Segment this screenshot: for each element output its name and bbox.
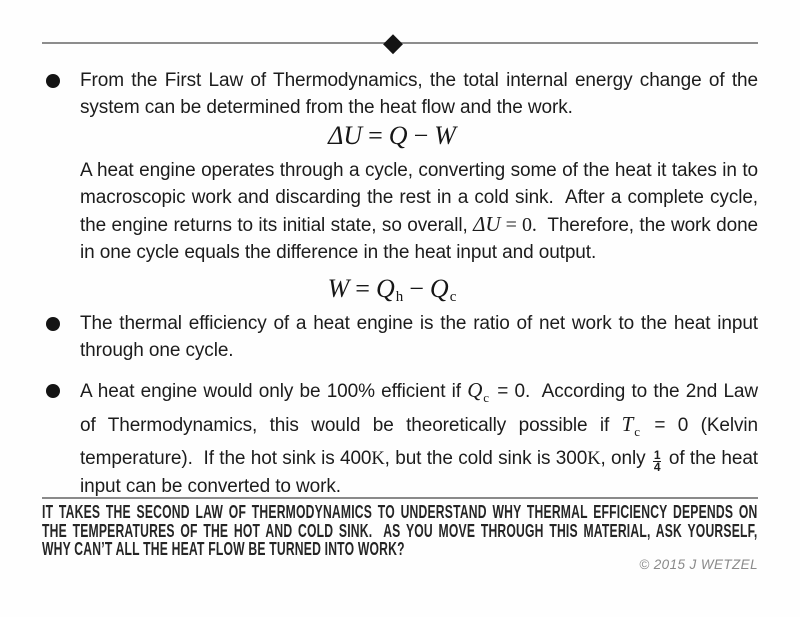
math-delta-u-inline: ΔU — [473, 212, 501, 236]
bullet-second-law-text: of the heat input can be converted to work. — [80, 448, 758, 498]
fraction-denominator: 4 — [653, 460, 661, 474]
diamond-icon: ◆ — [383, 27, 403, 57]
math-equals: = — [355, 274, 370, 303]
math-equals-zero-inline: = 0. — [500, 214, 537, 236]
math-equals: = — [368, 121, 383, 150]
kelvin-symbol: K — [371, 449, 385, 469]
kelvin-symbol: K — [587, 449, 601, 469]
math-minus: − — [409, 274, 424, 303]
heat-engine-paragraph — [80, 157, 758, 266]
math-w: W — [327, 274, 350, 303]
footer-note-line: THE TEMPERATURES OF THE HOT AND COLD SINK. AS YOU MOVE THROUGH THIS MATERIAL, ASK YOURSELF, — [42, 520, 758, 541]
math-sub-c: c — [449, 289, 457, 305]
copyright-notice: © 2015 J WETZEL — [639, 557, 758, 572]
equation-first-law — [42, 121, 742, 151]
math-sub-c: c — [483, 390, 489, 405]
bullet-thermal-efficiency — [42, 310, 758, 364]
math-q-cold: Q — [429, 274, 449, 303]
bullet-second-law-text: , but the cold sink is 300 — [384, 448, 588, 469]
math-sub-c: c — [634, 424, 640, 439]
bullet-first-law-text: From the First Law of Thermodynamics, the total internal energy change of the system can be determined from the heat flow and the work. — [80, 70, 758, 118]
equation-work-heat — [42, 274, 742, 312]
bullet-thermal-efficiency-text: The thermal efficiency of a heat engine is the ratio of net work to the heat input through one cycle. — [80, 313, 758, 361]
math-q-cold-inline: Q — [467, 378, 483, 402]
fraction-one-quarter — [653, 447, 662, 474]
fraction-numerator: 1 — [653, 447, 661, 462]
footer-note-line: IT TAKES THE SECOND LAW OF THERMODYNAMICS TO UNDERSTAND WHY THERMAL EFFICIENCY DEPENDS ON — [42, 502, 758, 522]
math-sub-h: h — [395, 289, 404, 305]
bullet-icon — [46, 317, 60, 331]
bullet-first-law — [42, 67, 758, 121]
bullet-second-law — [42, 377, 758, 500]
footer-divider-line — [42, 497, 758, 499]
footer-note-line: WHY CAN’T ALL THE HEAT FLOW BE TURNED INTO WORK? — [42, 539, 405, 559]
math-q: Q — [388, 121, 408, 150]
bullet-second-law-text: = 0 (Kelvin temperature). If the hot sink is 400 — [80, 415, 758, 469]
math-minus: − — [413, 121, 429, 150]
math-q-hot: Q — [375, 274, 395, 303]
bullet-second-law-text: = 0. According to the 2nd Law of Thermodynamics, this would be theoretically possible if — [80, 381, 758, 436]
math-t-cold-inline: T — [621, 412, 634, 436]
bullet-icon — [46, 74, 60, 88]
bullet-icon — [46, 384, 60, 398]
bullet-second-law-text: , only — [600, 448, 651, 469]
paragraph-text: A heat engine operates through a cycle, converting some of the heat it takes in to macroscopic work and discarding the rest in a cold sink. After a complete cycle, the engine returns to its initial state, so overall, — [80, 160, 758, 236]
bullet-second-law-text: A heat engine would only be 100% efficient if — [80, 381, 468, 402]
math-delta-u: ΔU — [328, 121, 363, 150]
math-w: W — [434, 121, 456, 150]
footer-note — [42, 503, 758, 559]
paragraph-text: Therefore, the work done in one cycle equals the difference in the heat input and output. — [80, 215, 758, 263]
